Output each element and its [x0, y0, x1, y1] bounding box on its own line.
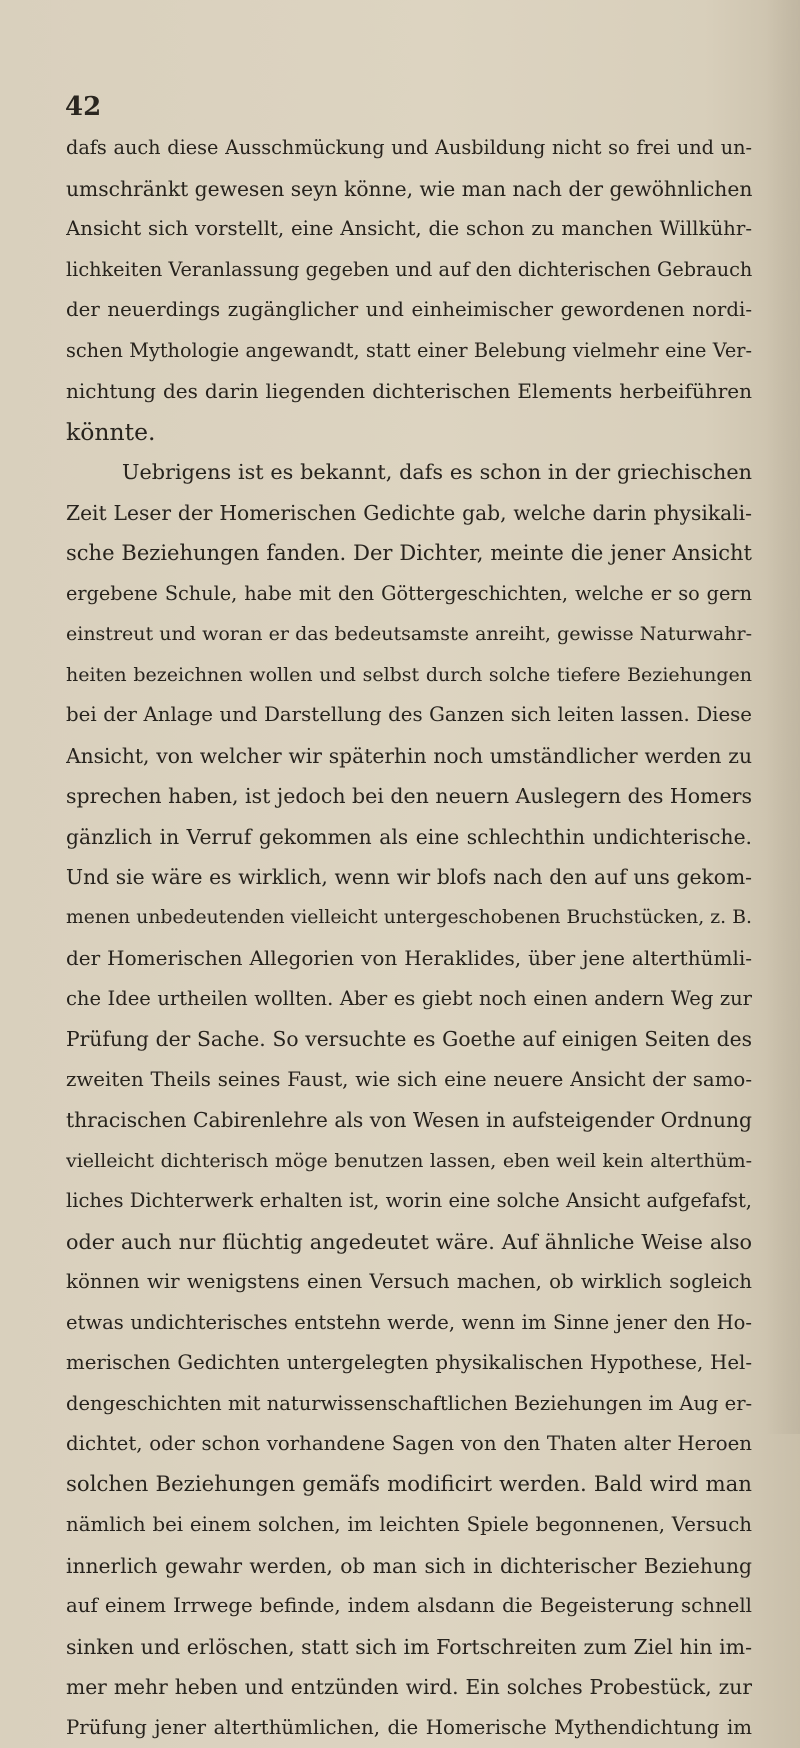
text-line: bei der Anlage und Darstellung des Ganzen sich leiten lassen. Diese: [66, 695, 752, 736]
text-line: Zeit Leser der Homerischen Gedichte gab, welche darin physikali-: [66, 493, 752, 534]
text-line: sprechen haben, ist jedoch bei den neuern Auslegern des Homers: [66, 776, 752, 817]
text-line: merischen Gedichten untergelegten physikalischen Hypothese, Hel-: [66, 1343, 752, 1384]
text-line: dafs auch diese Ausschmückung und Ausbildung nicht so frei und un-: [66, 128, 752, 169]
text-line: dichtet, oder schon vorhandene Sagen von den Thaten alter Heroen: [66, 1424, 752, 1465]
text-line: zweiten Theils seines Faust, wie sich eine neuere Ansicht der samo-: [66, 1060, 752, 1101]
text-line: könnte.: [66, 412, 752, 453]
text-line: Ansicht sich vorstellt, eine Ansicht, die schon zu manchen Willkühr-: [66, 209, 752, 250]
page-edge-shadow: [766, 0, 800, 1434]
text-line: menen unbedeutenden vielleicht untergeschobenen Bruchstücken, z. B.: [66, 898, 752, 939]
text-line: der neuerdings zugänglicher und einheimischer gewordenen nordi-: [66, 290, 752, 331]
text-line: einstreut und woran er das bedeutsamste anreiht, gewisse Naturwahr-: [66, 614, 752, 655]
text-line: liches Dichterwerk erhalten ist, worin eine solche Ansicht aufgefafst,: [66, 1181, 752, 1222]
text-line: vielleicht dichterisch möge benutzen lassen, eben weil kein alterthüm-: [66, 1141, 752, 1182]
text-line: Und sie wäre es wirklich, wenn wir blofs nach den auf uns gekom-: [66, 857, 752, 898]
text-line: etwas undichterisches entstehn werde, wenn im Sinne jener den Ho-: [66, 1303, 752, 1344]
text-line: ergebene Schule, habe mit den Göttergeschichten, welche er so gern: [66, 574, 752, 615]
text-line: thracischen Cabirenlehre als von Wesen in aufsteigender Ordnung: [66, 1100, 752, 1141]
text-line: schen Mythologie angewandt, statt einer Belebung vielmehr eine Ver-: [66, 331, 752, 372]
text-line: heiten bezeichnen wollen und selbst durch solche tiefere Beziehungen: [66, 655, 752, 696]
text-line: gänzlich in Verruf gekommen als eine schlechthin undichterische.: [66, 817, 752, 858]
text-line: nichtung des darin liegenden dichterischen Elements herbeiführen: [66, 371, 752, 412]
text-line: dengeschichten mit naturwissenschaftlichen Beziehungen im Aug er-: [66, 1384, 752, 1425]
text-line: Prüfung der Sache. So versuchte es Goethe auf einigen Seiten des: [66, 1019, 752, 1060]
page-number: 42: [65, 92, 101, 122]
text-line: können wir wenigstens einen Versuch machen, ob wirklich sogleich: [66, 1262, 752, 1303]
text-line: innerlich gewahr werden, ob man sich in dichterischer Beziehung: [66, 1546, 752, 1587]
text-line: Prüfung jener alterthümlichen, die Homerische Mythendichtung im: [66, 1708, 752, 1748]
text-line: mer mehr heben und entzünden wird. Ein solches Probestück, zur: [66, 1667, 752, 1708]
text-line: nämlich bei einem solchen, im leichten Spiele begonnenen, Versuch: [66, 1505, 752, 1546]
text-line: che Idee urtheilen wollten. Aber es giebt noch einen andern Weg zur: [66, 979, 752, 1020]
body-text: [66, 128, 752, 1748]
text-line: solchen Beziehungen gemäfs modificirt werden. Bald wird man: [66, 1465, 752, 1506]
text-line: der Homerischen Allegorien von Heraklides, über jene alterthümli-: [66, 938, 752, 979]
text-line: oder auch nur flüchtig angedeutet wäre. Auf ähnliche Weise also: [66, 1222, 752, 1263]
text-line: sche Beziehungen fanden. Der Dichter, meinte die jener Ansicht: [66, 533, 752, 574]
text-line: lichkeiten Veranlassung gegeben und auf den dichterischen Gebrauch: [66, 250, 752, 291]
text-line: sinken und erlöschen, statt sich im Fortschreiten zum Ziel hin im-: [66, 1627, 752, 1668]
text-line: Ansicht, von welcher wir späterhin noch umständlicher werden zu: [66, 736, 752, 777]
text-line: auf einem Irrwege befinde, indem alsdann die Begeisterung schnell: [66, 1586, 752, 1627]
paragraph-start-line: Uebrigens ist es bekannt, dafs es schon in der griechischen: [66, 452, 752, 493]
text-line: umschränkt gewesen seyn könne, wie man nach der gewöhnlichen: [66, 169, 752, 210]
